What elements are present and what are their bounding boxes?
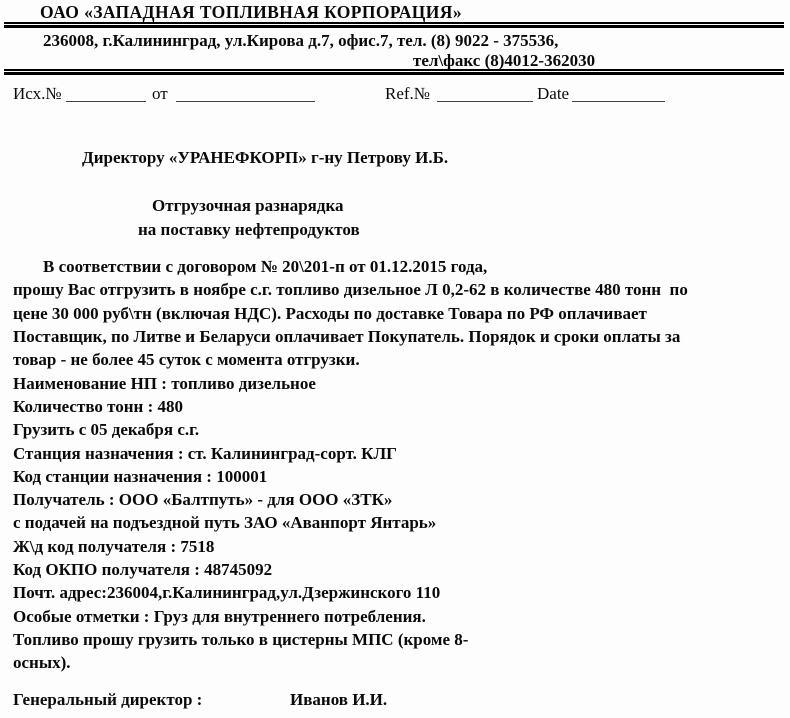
body-line: с подачей на подъездной путь ЗАО «Аванпорт Янтарь» [13,513,437,532]
outgoing-number-blank [66,84,146,102]
outgoing-number-label: Исх.№ [13,84,62,103]
document-title-line-1: Отгрузочная разнарядка [152,196,344,215]
body-line: Код станции назначения : 100001 [13,467,268,486]
body-line: В соответствии с договором № 20\201-п от 01.12.2015 года, [43,257,488,276]
from-label: от [152,84,168,103]
letterhead-bottom-rule [4,69,784,75]
body-line: Количество тонн : 480 [13,397,184,416]
body-line: цене 30 000 руб\тн (включая НДС). Расходы по доставке Товара по РФ оплачивает [13,304,647,323]
signature-name: Иванов И.И. [290,690,388,709]
ref-number-label: Ref.№ [385,84,431,103]
body-line: осных). [13,653,71,672]
body-line: Поставщик, по Литве и Беларуси оплачивает Покупатель. Порядок и сроки оплаты за [13,327,681,346]
company-address-line-2: тел\факс (8)4012-362030 [413,51,596,70]
body-line: Код ОКПО получателя : 48745092 [13,560,273,579]
recipient-line: Директору «УРАНЕФКОРП» г-ну Петрову И.Б. [82,148,449,167]
body-line: Ж\д код получателя : 7518 [13,537,215,556]
letterhead-top-rule [4,22,784,28]
body-line: Станция назначения : ст. Калининград-сорт. КЛГ [13,444,397,463]
date-blank [572,84,665,102]
body-line: Особые отметки : Груз для внутреннего потребления. [13,607,426,626]
signature-title: Генеральный директор : [13,690,203,709]
ref-number-blank [437,84,533,102]
body-line: товар - не более 45 суток с момента отгрузки. [13,350,360,369]
body-line: прошу Вас отгрузить в ноябре с.г. топливо дизельное Л 0,2-62 в количестве 480 тонн по [13,280,688,299]
date-label: Date [537,84,570,103]
body-line: Почт. адрес:236004,г.Калининград,ул.Дзержинского 110 [13,583,441,602]
body-line: Топливо прошу грузить только в цистерны МПС (кроме 8- [13,630,469,649]
company-name: ОАО «ЗАПАДНАЯ ТОПЛИВНАЯ КОРПОРАЦИЯ» [40,2,462,22]
body-line: Получатель : ООО «Балтпуть» - для ООО «ЗТК» [13,490,393,509]
company-address-line-1: 236008, г.Калининград, ул.Кирова д.7, офис.7, тел. (8) 9022 - 375536, [43,31,559,50]
document-title-line-2: на поставку нефтепродуктов [138,220,360,239]
body-line: Наименование НП : топливо дизельное [13,374,316,393]
from-date-blank [176,84,315,102]
body-line: Грузить с 05 декабря с.г. [13,420,200,439]
